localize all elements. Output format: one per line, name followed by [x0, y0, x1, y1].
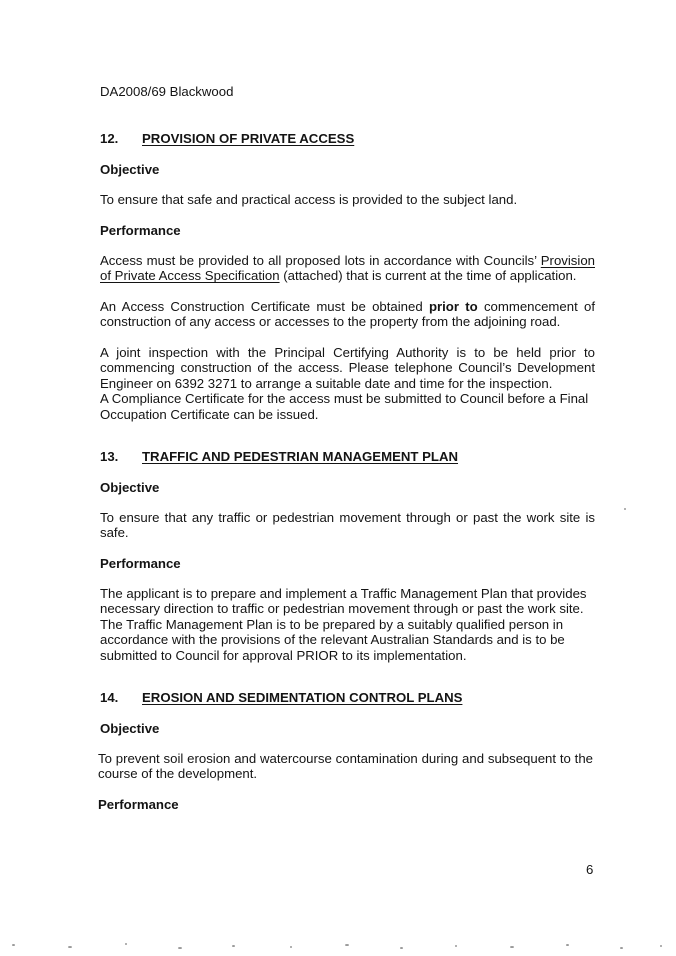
section-title: TRAFFIC AND PEDESTRIAN MANAGEMENT PLAN: [142, 449, 459, 464]
section-number: 12.: [100, 131, 119, 146]
performance-heading: Performance: [100, 556, 181, 571]
section-14-heading: [100, 690, 462, 705]
section-title: PROVISION OF PRIVATE ACCESS: [142, 131, 355, 146]
performance-paragraph: A joint inspection with the Principal Certifying Authority is to be held prior to commencing construction of the access. Please telephone Council’s Development Engineer on 6392 3271 to arrange a suitable date and time for the inspection. A Compliance Certificate for the access must be submitted to Council before a Final Occupation Certificate can be issued.: [100, 345, 595, 422]
specification-reference: Provision of Private Access Specification: [100, 253, 595, 284]
objective-heading: Objective: [100, 721, 160, 736]
objective-heading: Objective: [100, 480, 160, 495]
performance-paragraph: The applicant is to prepare and implement a Traffic Management Plan that provides necessary direction to traffic or pedestrian movement through or past the work site. The Traffic Management Plan is to be prepared by a suitably qualified person in accordance with the provisions of the relevant Australian Standards and is to be submitted to Council for approval PRIOR to its implementation.: [100, 586, 587, 663]
objective-text: To ensure that safe and practical access is provided to the subject land.: [100, 192, 518, 207]
section-number: 13.: [100, 449, 119, 464]
objective-text: To prevent soil erosion and watercourse contamination during and subsequent to the course of the development.: [98, 751, 593, 782]
document-reference: DA2008/69 Blackwood: [100, 84, 234, 99]
performance-paragraph: An Access Construction Certificate must be obtained prior to commencement of construction of any access or accesses to the property from the adjoining road.: [100, 299, 596, 330]
objective-heading: Objective: [100, 162, 160, 177]
section-number: 14.: [100, 690, 119, 705]
page-number: 6: [586, 862, 594, 877]
performance-heading: Performance: [100, 223, 181, 238]
performance-paragraph: Access must be provided to all proposed lots in accordance with Councils’ Provision of Private Access Specification (attached) that is current at the time of application.: [100, 253, 595, 284]
section-13-heading: [100, 449, 458, 464]
performance-heading: Performance: [98, 797, 179, 812]
emphasis-text: prior to: [428, 299, 478, 314]
objective-text: To ensure that any traffic or pedestrian movement through or past the work site is safe.: [100, 510, 595, 541]
section-12-heading: [100, 131, 354, 146]
section-title: EROSION AND SEDIMENTATION CONTROL PLANS: [142, 690, 463, 705]
